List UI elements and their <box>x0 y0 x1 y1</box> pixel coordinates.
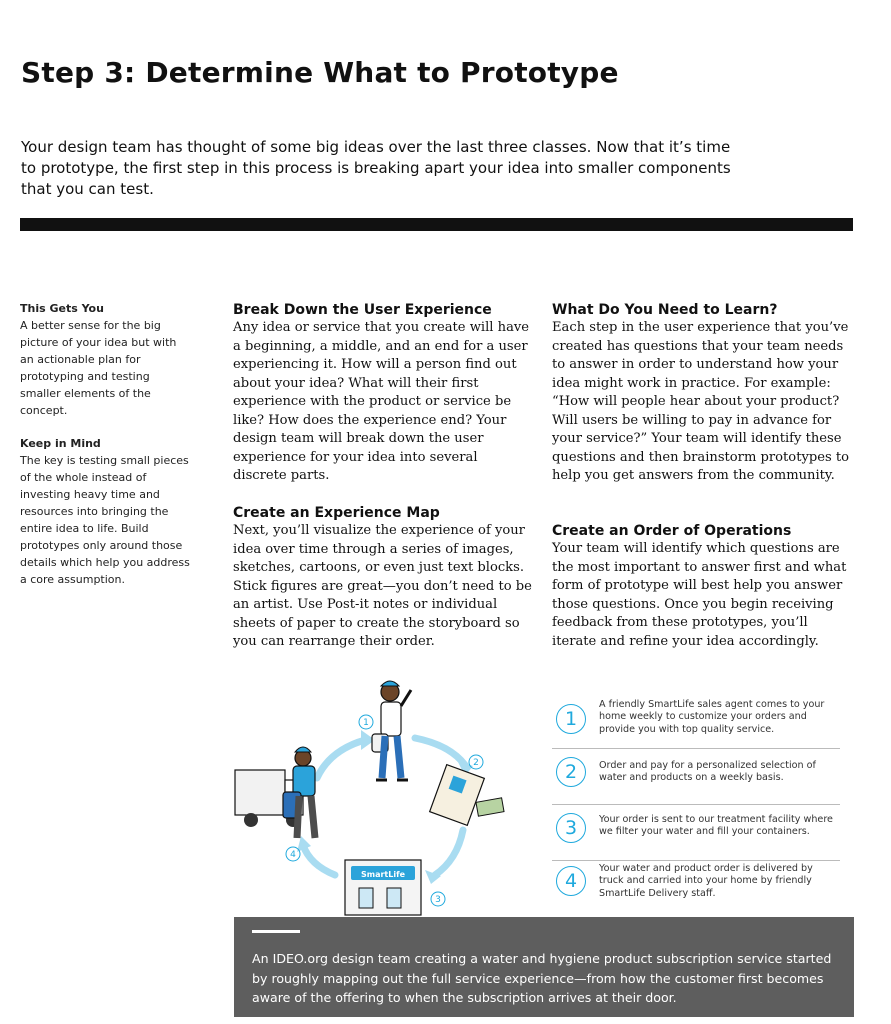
step-item <box>552 748 840 805</box>
step-item <box>552 692 840 749</box>
sidebar-gets-you <box>20 300 190 419</box>
section-heading: Break Down the User Experience <box>233 302 492 318</box>
section-body: Any idea or service that you create will have a beginning, a middle, and an end for a user experiencing it. How will a person find out about your idea? What will their first experience with the product or service be like? How does the experience end? Your design team will break down the user experience for your idea into several discrete parts. <box>233 320 530 483</box>
sidebar-text: A better sense for the big picture of your idea but with an actionable plan for prototyping and testing smaller elements of the concept. <box>20 319 177 417</box>
illustration-caption <box>234 917 854 1017</box>
sidebar-keep-in-mind <box>20 435 190 588</box>
facility-brand: SmartLife <box>360 870 406 879</box>
cycle-label-2: 2 <box>473 758 479 768</box>
section-break-down <box>233 301 533 486</box>
intro-paragraph: Your design team has thought of some big ideas over the last three classes. Now that it’s time to prototype, the first step in this process is breaking apart your idea into smaller components that you can test. <box>21 138 731 198</box>
sales-agent-figure <box>372 681 411 780</box>
sidebar-heading: This Gets You <box>20 302 104 315</box>
cycle-label-4: 4 <box>290 850 296 860</box>
experience-map-illustration <box>225 670 545 920</box>
page-title: Step 3: Determine What to Prototype <box>21 56 619 89</box>
step-number: 4 <box>556 866 586 896</box>
caption-text: An IDEO.org design team creating a water and hygiene product subscription service started by roughly mapping out the full service experience—from how the customer first becomes aware of the offering to when the subscription arrives at their door. <box>252 951 832 1005</box>
step-number: 1 <box>556 704 586 734</box>
step-text: Your order is sent to our treatment facility where we filter your water and fill your containers. <box>599 814 833 838</box>
section-experience-map <box>233 504 533 652</box>
section-heading: Create an Experience Map <box>233 505 440 521</box>
section-heading: Create an Order of Operations <box>552 523 792 539</box>
section-body: Your team will identify which questions are the most important to answer first and what form of prototype will best help you answer those questions. Once you begin receiving feedback from these prototypes, you’ll iterate and refine your idea accordingly. <box>552 541 847 649</box>
caption-accent-bar <box>252 930 300 933</box>
step-text: Order and pay for a personalized selection of water and products on a weekly basis. <box>599 760 816 784</box>
step-number: 3 <box>556 813 586 843</box>
section-need-to-learn <box>552 301 852 486</box>
section-body: Next, you’ll visualize the experience of your idea over time through a series of images, sketches, cartoons, or even just text blocks. Stick figures are great—you don’t need to be an artist. Use Post-it notes or individual sheets of paper to create the storyboard so you can rearrange their order. <box>233 523 532 649</box>
treatment-facility <box>345 860 421 915</box>
sidebar-text: The key is testing small pieces of the whole instead of investing heavy time and resources into bringing the entire idea to life. Build prototypes only around those details which help you address a core assumption. <box>20 454 190 586</box>
step-number: 2 <box>556 757 586 787</box>
step-item <box>552 804 840 861</box>
clipboard-order <box>430 765 504 826</box>
cycle-label-3: 3 <box>435 895 441 905</box>
step-text: Your water and product order is delivered by truck and carried into your home by friendly SmartLife Delivery staff. <box>599 863 813 899</box>
section-heading: What Do You Need to Learn? <box>552 302 778 318</box>
sidebar-heading: Keep in Mind <box>20 437 101 450</box>
step-text: A friendly SmartLife sales agent comes to your home weekly to customize your orders and provide you with top quality service. <box>599 699 825 735</box>
section-order-of-operations <box>552 522 852 651</box>
section-body: Each step in the user experience that you’ve created has questions that your team needs to answer in order to understand how your idea might work in practice. For example: “How will people hear about your product? Will users be willing to pay in advance for your service?” Your team will identify these questions and then brainstorm prototypes to help you get answers from the community. <box>552 320 850 483</box>
step-item <box>552 858 840 914</box>
cycle-label-1: 1 <box>363 718 369 728</box>
section-divider <box>20 218 853 231</box>
